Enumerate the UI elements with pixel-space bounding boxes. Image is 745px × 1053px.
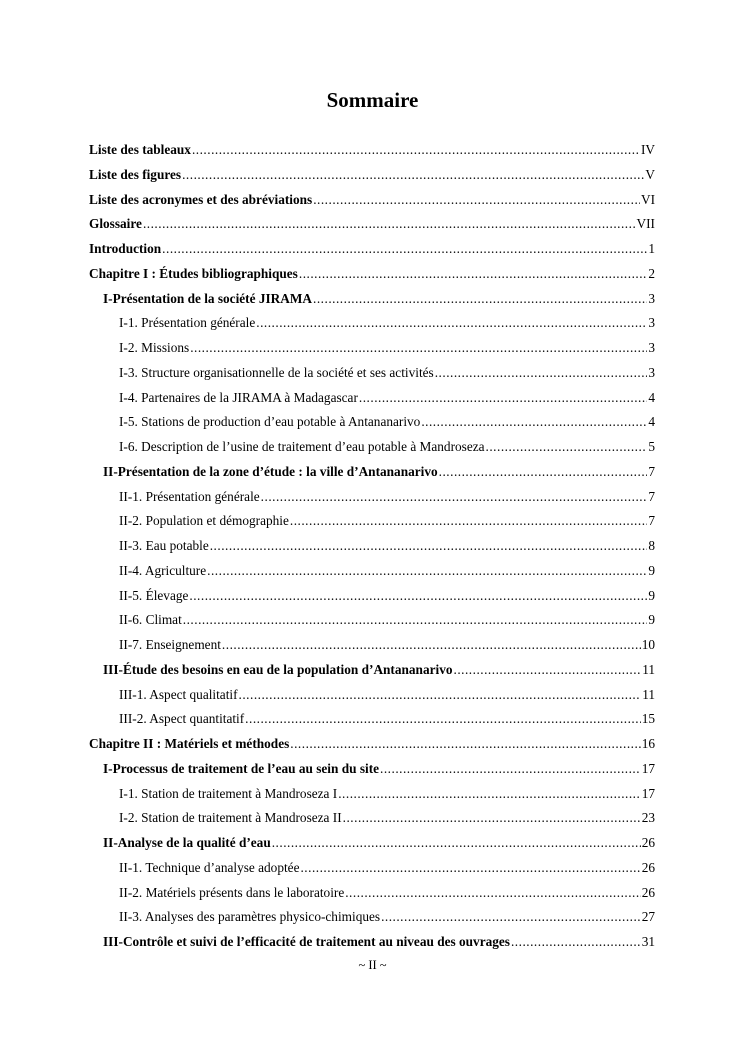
toc-entry[interactable] xyxy=(89,786,655,811)
toc-entry[interactable] xyxy=(89,241,655,266)
toc-entry-page: 26 xyxy=(641,835,655,850)
toc-entry-page: 3 xyxy=(648,340,655,355)
toc-entry-title: I-2. Station de traitement à Mandroseza II xyxy=(119,810,342,826)
toc-entry-page: 15 xyxy=(641,711,655,727)
toc-entry-page: 3 xyxy=(648,315,655,331)
toc-entry[interactable] xyxy=(89,736,655,761)
dot-leader xyxy=(454,662,642,678)
dot-leader xyxy=(162,241,647,257)
toc-entry-title: Liste des tableaux xyxy=(89,142,191,157)
dot-leader xyxy=(222,637,641,653)
toc-entry[interactable] xyxy=(89,810,655,835)
toc-entry-title: II-3. Analyses des paramètres physico-chimiques xyxy=(119,909,381,925)
toc-entry[interactable] xyxy=(89,934,655,959)
toc-entry-title: Chapitre II : Matériels et méthodes xyxy=(89,736,290,751)
toc-entry-page: 23 xyxy=(641,810,655,826)
toc-entry-title: I-2. Missions xyxy=(119,340,190,355)
dot-leader xyxy=(435,365,648,381)
toc-entry-page: 4 xyxy=(648,389,655,405)
toc-entry[interactable] xyxy=(89,835,655,860)
dot-leader xyxy=(143,216,636,232)
toc-entry[interactable] xyxy=(89,365,655,390)
toc-entry-page: 9 xyxy=(648,612,655,628)
toc-entry-number: II- xyxy=(103,463,118,479)
toc-entry-title: III-1. Aspect qualitatif xyxy=(119,686,238,702)
toc-entry-title: II-2. Matériels présents dans le laboratoire xyxy=(119,884,345,900)
dot-leader xyxy=(511,934,641,950)
toc-entry-page: 8 xyxy=(648,538,655,553)
toc-entry-page: VII xyxy=(636,216,655,232)
dot-leader xyxy=(261,489,648,505)
toc-entry-page: 4 xyxy=(648,414,655,430)
toc-entry[interactable] xyxy=(89,464,655,489)
toc-entry-title: Chapitre I : Études bibliographiques xyxy=(89,265,298,281)
toc-entry-page: 2 xyxy=(648,265,655,281)
dot-leader xyxy=(313,192,640,208)
toc-entry-title: Présentation de la société JIRAMA xyxy=(112,290,313,306)
toc-entry-title: II-2. Population et démographie xyxy=(119,513,289,529)
dot-leader xyxy=(290,513,647,529)
dot-leader xyxy=(272,835,641,851)
toc-entry[interactable] xyxy=(89,192,655,217)
toc-entry-page: VI xyxy=(640,191,655,207)
toc-entry-page: 16 xyxy=(641,736,655,751)
toc-entry-title: Glossaire xyxy=(89,216,142,232)
table-of-contents xyxy=(89,142,655,959)
dot-leader xyxy=(421,414,647,430)
dot-leader xyxy=(338,786,640,802)
toc-entry[interactable] xyxy=(89,885,655,910)
toc-entry-title: Présentation de la zone d’étude : la ville d’Antananarivo xyxy=(117,463,438,479)
dot-leader xyxy=(299,266,647,282)
toc-entry-page: 7 xyxy=(648,488,655,504)
toc-entry-title: I-5. Stations de production d’eau potable à Antananarivo xyxy=(119,414,421,430)
toc-entry[interactable] xyxy=(89,612,655,637)
toc-entry[interactable] xyxy=(89,662,655,687)
toc-entry-page: 9 xyxy=(648,587,655,603)
toc-entry-number: I- xyxy=(103,290,113,306)
toc-entry[interactable] xyxy=(89,315,655,340)
toc-entry[interactable] xyxy=(89,711,655,736)
toc-entry[interactable] xyxy=(89,489,655,514)
toc-entry-title: I-3. Structure organisationnelle de la société et ses activités xyxy=(119,364,434,380)
toc-entry[interactable] xyxy=(89,513,655,538)
toc-entry-page: 1 xyxy=(648,241,655,256)
toc-entry[interactable] xyxy=(89,291,655,316)
toc-entry-title: I-6. Description de l’usine de traitement d’eau potable à Mandroseza xyxy=(119,439,485,454)
toc-entry-number: II- xyxy=(103,835,118,850)
dot-leader xyxy=(359,390,647,406)
toc-entry-page: 26 xyxy=(641,859,655,875)
toc-entry-title: I-1. Station de traitement à Mandroseza I xyxy=(119,785,338,801)
toc-entry[interactable] xyxy=(89,340,655,365)
toc-entry[interactable] xyxy=(89,167,655,192)
dot-leader xyxy=(192,142,640,158)
toc-entry-title: Contrôle et suivi de l’efficacité de traitement au niveau des ouvrages xyxy=(122,934,510,949)
dot-leader xyxy=(486,439,648,455)
toc-entry-title: II-4. Agriculture xyxy=(119,562,207,578)
dot-leader xyxy=(239,687,642,703)
toc-entry-title: Liste des figures xyxy=(89,166,182,182)
toc-entry-title: Analyse de la qualité d’eau xyxy=(117,835,271,850)
toc-entry[interactable] xyxy=(89,390,655,415)
toc-entry-page: V xyxy=(645,166,655,182)
toc-entry-page: 10 xyxy=(641,637,655,652)
toc-entry[interactable] xyxy=(89,414,655,439)
toc-entry-page: 11 xyxy=(642,661,655,677)
toc-entry[interactable] xyxy=(89,142,655,167)
dot-leader xyxy=(183,612,648,628)
toc-entry-title: II-5. Élevage xyxy=(119,587,189,603)
dot-leader xyxy=(313,291,647,307)
toc-entry-page: 5 xyxy=(648,439,655,454)
toc-entry-title: Étude des besoins en eau de la population d’Antananarivo xyxy=(122,661,453,677)
dot-leader xyxy=(182,167,644,183)
toc-entry-page: 17 xyxy=(641,785,655,801)
page-title: Sommaire xyxy=(326,88,419,112)
dot-leader xyxy=(300,860,640,876)
dot-leader xyxy=(345,885,640,901)
toc-entry-title: II-1. Présentation générale xyxy=(119,488,260,504)
toc-entry-page: 9 xyxy=(648,562,655,578)
toc-entry[interactable] xyxy=(89,860,655,885)
toc-entry[interactable] xyxy=(89,216,655,241)
toc-entry-title: Introduction xyxy=(89,241,162,256)
toc-entry-page: 7 xyxy=(648,463,655,479)
toc-entry-page: 3 xyxy=(648,364,655,380)
toc-entry[interactable] xyxy=(89,761,655,786)
dot-leader xyxy=(256,315,647,331)
toc-entry-title: II-1. Technique d’analyse adoptée xyxy=(119,859,300,875)
toc-entry-number: I- xyxy=(103,760,113,776)
toc-entry-page: 31 xyxy=(641,934,655,949)
toc-entry[interactable] xyxy=(89,439,655,464)
toc-entry-page: 26 xyxy=(641,884,655,900)
toc-entry[interactable] xyxy=(89,266,655,291)
dot-leader xyxy=(190,340,647,356)
toc-entry-title: II-7. Enseignement xyxy=(119,637,221,652)
dot-leader xyxy=(189,588,647,604)
toc-entry-title: II-6. Climat xyxy=(119,612,182,628)
toc-entry-page: 11 xyxy=(642,686,655,702)
toc-entry-page: 7 xyxy=(648,513,655,529)
toc-entry[interactable] xyxy=(89,687,655,712)
dot-leader xyxy=(207,563,647,579)
toc-entry-title: III-2. Aspect quantitatif xyxy=(119,711,245,727)
toc-entry[interactable] xyxy=(89,563,655,588)
dot-leader xyxy=(210,538,648,554)
toc-entry-title: II-3. Eau potable xyxy=(119,538,209,553)
toc-entry-number: III- xyxy=(103,661,123,677)
dot-leader xyxy=(343,810,641,826)
toc-entry[interactable] xyxy=(89,909,655,934)
dot-leader xyxy=(245,711,641,727)
toc-entry-title: Processus de traitement de l’eau au sein du site xyxy=(112,760,380,776)
toc-entry-number: III- xyxy=(103,934,123,949)
dot-leader xyxy=(290,736,640,752)
toc-entry-page: IV xyxy=(640,142,655,157)
toc-entry-title: I-4. Partenaires de la JIRAMA à Madagascar xyxy=(119,389,358,405)
toc-entry-title: Liste des acronymes et des abréviations xyxy=(89,191,313,207)
toc-entry-title: I-1. Présentation générale xyxy=(119,315,256,331)
toc-entry[interactable] xyxy=(89,588,655,613)
toc-entry-page: 27 xyxy=(641,909,655,925)
toc-entry[interactable] xyxy=(89,637,655,662)
toc-entry-page: 3 xyxy=(648,290,655,306)
dot-leader xyxy=(380,761,641,777)
toc-entry[interactable] xyxy=(89,538,655,563)
dot-leader xyxy=(381,909,641,925)
dot-leader xyxy=(439,464,648,480)
page-number-footer: ~ II ~ xyxy=(358,958,387,972)
toc-entry-page: 17 xyxy=(641,760,655,776)
